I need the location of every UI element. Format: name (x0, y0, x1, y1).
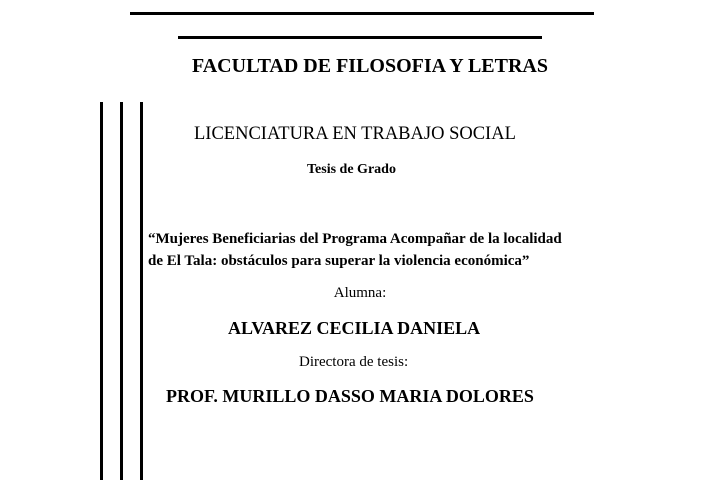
thesis-type: Tesis de Grado (307, 162, 396, 177)
thesis-title-line-2: de El Tala: obstáculos para superar la violencia económica” (148, 253, 530, 269)
top-rule-outer (130, 12, 594, 15)
top-rule-inner (178, 36, 542, 39)
thesis-title-line-1: “Mujeres Beneficiarias del Programa Acompañar de la localidad (148, 231, 562, 247)
student-label: Alumna: (333, 285, 387, 301)
degree-title: LICENCIATURA EN TRABAJO SOCIAL (194, 124, 516, 144)
director-name: PROF. MURILLO DASSO MARIA DOLORES (166, 386, 534, 406)
thesis-title (148, 228, 648, 272)
director-label: Directora de tesis: (299, 354, 409, 370)
faculty-heading: FACULTAD DE FILOSOFIA Y LETRAS (192, 55, 548, 77)
student-name: ALVAREZ CECILIA DANIELA (228, 318, 481, 338)
